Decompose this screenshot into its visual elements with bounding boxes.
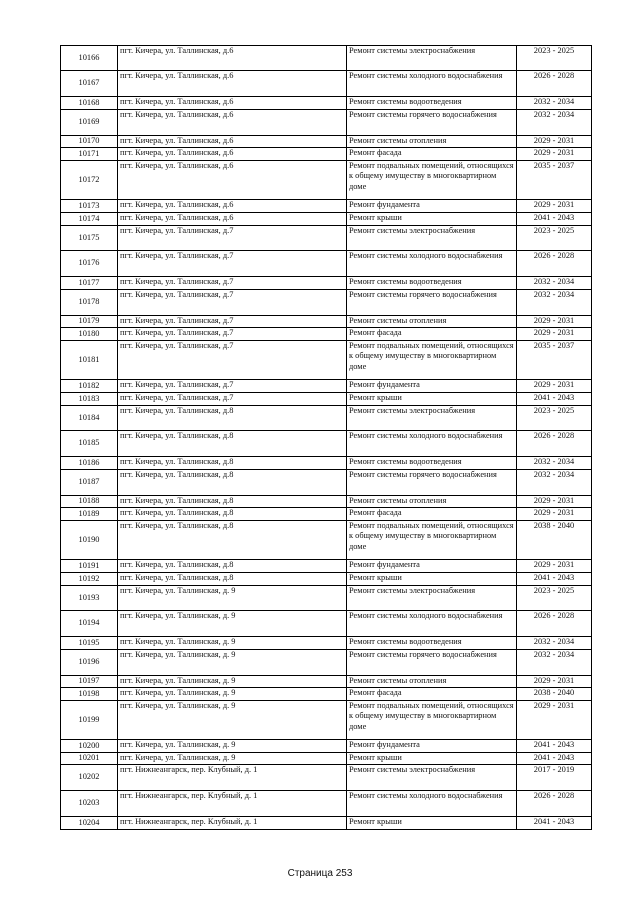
period-cell: 2032 - 2034	[517, 97, 592, 110]
table-row	[61, 611, 592, 637]
page-number: Страница 253	[287, 868, 353, 879]
table-row	[61, 213, 592, 226]
period-cell: 2032 - 2034	[517, 470, 592, 496]
table-row	[61, 650, 592, 676]
table-row	[61, 97, 592, 110]
address-cell: пгт. Кичера, ул. Таллинская, д.7	[118, 380, 347, 393]
period-cell: 2029 - 2031	[517, 508, 592, 521]
work-type-cell: Ремонт крыши	[347, 817, 517, 830]
address-cell: пгт. Кичера, ул. Таллинская, д. 9	[118, 586, 347, 611]
work-type-cell: Ремонт фасада	[347, 148, 517, 161]
period-cell: 2029 - 2031	[517, 676, 592, 688]
work-type-cell: Ремонт системы холодного водоснабжения	[347, 431, 517, 457]
address-cell: пгт. Кичера, ул. Таллинская, д.8	[118, 457, 347, 470]
period-cell: 2023 - 2025	[517, 586, 592, 611]
row-number: 10203	[61, 791, 118, 817]
address-cell: пгт. Кичера, ул. Таллинская, д. 9	[118, 740, 347, 753]
row-number: 10179	[61, 316, 118, 328]
period-cell: 2032 - 2034	[517, 650, 592, 676]
row-number: 10197	[61, 676, 118, 688]
address-cell: пгт. Кичера, ул. Таллинская, д.7	[118, 226, 347, 251]
table-row	[61, 817, 592, 830]
period-cell: 2038 - 2040	[517, 688, 592, 701]
work-type-cell: Ремонт системы электроснабжения	[347, 226, 517, 251]
address-cell: пгт. Нижнеангарск, пер. Клубный, д. 1	[118, 791, 347, 817]
work-type-cell: Ремонт подвальных помещений, относящихся к общему имуществу в многоквартирном доме	[347, 521, 517, 560]
work-type-cell: Ремонт системы холодного водоснабжения	[347, 791, 517, 817]
period-cell: 2029 - 2031	[517, 560, 592, 573]
work-type-cell: Ремонт системы холодного водоснабжения	[347, 71, 517, 97]
address-cell: пгт. Кичера, ул. Таллинская, д.7	[118, 393, 347, 406]
period-cell: 2041 - 2043	[517, 740, 592, 753]
work-type-cell: Ремонт фасада	[347, 508, 517, 521]
work-type-cell: Ремонт фундамента	[347, 740, 517, 753]
address-cell: пгт. Кичера, ул. Таллинская, д. 9	[118, 688, 347, 701]
address-cell: пгт. Кичера, ул. Таллинская, д.8	[118, 508, 347, 521]
work-type-cell: Ремонт системы горячего водоснабжения	[347, 470, 517, 496]
row-number: 10177	[61, 277, 118, 290]
address-cell: пгт. Кичера, ул. Таллинская, д.7	[118, 316, 347, 328]
work-type-cell: Ремонт системы отопления	[347, 316, 517, 328]
period-cell: 2041 - 2043	[517, 393, 592, 406]
address-cell: пгт. Нижнеангарск, пер. Клубный, д. 1	[118, 765, 347, 791]
period-cell: 2032 - 2034	[517, 637, 592, 650]
period-cell: 2032 - 2034	[517, 110, 592, 136]
row-number: 10169	[61, 110, 118, 136]
work-type-cell: Ремонт фасада	[347, 688, 517, 701]
repair-schedule-table	[60, 45, 592, 830]
work-type-cell: Ремонт системы водоотведения	[347, 277, 517, 290]
table-row	[61, 380, 592, 393]
table-row	[61, 110, 592, 136]
work-type-cell: Ремонт системы горячего водоснабжения	[347, 650, 517, 676]
table-row	[61, 765, 592, 791]
row-number: 10193	[61, 586, 118, 611]
row-number: 10192	[61, 573, 118, 586]
table-row	[61, 251, 592, 277]
work-type-cell: Ремонт системы электроснабжения	[347, 406, 517, 431]
row-number: 10190	[61, 521, 118, 560]
row-number: 10171	[61, 148, 118, 161]
period-cell: 2029 - 2031	[517, 328, 592, 341]
row-number: 10183	[61, 393, 118, 406]
table-row	[61, 161, 592, 200]
address-cell: пгт. Кичера, ул. Таллинская, д.6	[118, 46, 347, 71]
work-type-cell: Ремонт системы водоотведения	[347, 457, 517, 470]
row-number: 10189	[61, 508, 118, 521]
row-number: 10181	[61, 341, 118, 380]
table-row	[61, 200, 592, 213]
row-number: 10178	[61, 290, 118, 316]
period-cell: 2026 - 2028	[517, 71, 592, 97]
work-type-cell: Ремонт крыши	[347, 393, 517, 406]
address-cell: пгт. Кичера, ул. Таллинская, д. 9	[118, 753, 347, 765]
address-cell: пгт. Кичера, ул. Таллинская, д.6	[118, 71, 347, 97]
address-cell: пгт. Кичера, ул. Таллинская, д.6	[118, 200, 347, 213]
work-type-cell: Ремонт крыши	[347, 753, 517, 765]
table-row	[61, 560, 592, 573]
table-row	[61, 316, 592, 328]
work-type-cell: Ремонт фасада	[347, 328, 517, 341]
work-type-cell: Ремонт системы электроснабжения	[347, 765, 517, 791]
period-cell: 2029 - 2031	[517, 136, 592, 148]
row-number: 10186	[61, 457, 118, 470]
row-number: 10196	[61, 650, 118, 676]
period-cell: 2026 - 2028	[517, 251, 592, 277]
table-row	[61, 676, 592, 688]
table-row	[61, 753, 592, 765]
table-row	[61, 431, 592, 457]
row-number: 10191	[61, 560, 118, 573]
row-number: 10172	[61, 161, 118, 200]
work-type-cell: Ремонт крыши	[347, 213, 517, 226]
period-cell: 2029 - 2031	[517, 148, 592, 161]
period-cell: 2029 - 2031	[517, 701, 592, 740]
address-cell: пгт. Кичера, ул. Таллинская, д.8	[118, 496, 347, 508]
address-cell: пгт. Кичера, ул. Таллинская, д.6	[118, 110, 347, 136]
table-row	[61, 637, 592, 650]
row-number: 10198	[61, 688, 118, 701]
address-cell: пгт. Кичера, ул. Таллинская, д. 9	[118, 637, 347, 650]
row-number: 10195	[61, 637, 118, 650]
row-number: 10199	[61, 701, 118, 740]
address-cell: пгт. Кичера, ул. Таллинская, д.7	[118, 251, 347, 277]
table-row	[61, 508, 592, 521]
table-row	[61, 277, 592, 290]
work-type-cell: Ремонт системы электроснабжения	[347, 46, 517, 71]
table-row	[61, 791, 592, 817]
period-cell: 2026 - 2028	[517, 431, 592, 457]
table-row	[61, 470, 592, 496]
work-type-cell: Ремонт фундамента	[347, 200, 517, 213]
row-number: 10180	[61, 328, 118, 341]
row-number: 10188	[61, 496, 118, 508]
address-cell: пгт. Кичера, ул. Таллинская, д. 9	[118, 676, 347, 688]
work-type-cell: Ремонт подвальных помещений, относящихся к общему имуществу в многоквартирном доме	[347, 161, 517, 200]
address-cell: пгт. Нижнеангарск, пер. Клубный, д. 1	[118, 817, 347, 830]
table-row	[61, 586, 592, 611]
table-row	[61, 406, 592, 431]
address-cell: пгт. Кичера, ул. Таллинская, д.8	[118, 470, 347, 496]
address-cell: пгт. Кичера, ул. Таллинская, д.8	[118, 431, 347, 457]
address-cell: пгт. Кичера, ул. Таллинская, д.6	[118, 213, 347, 226]
work-type-cell: Ремонт системы отопления	[347, 676, 517, 688]
period-cell: 2041 - 2043	[517, 753, 592, 765]
period-cell: 2035 - 2037	[517, 341, 592, 380]
work-type-cell: Ремонт системы горячего водоснабжения	[347, 110, 517, 136]
table-row	[61, 573, 592, 586]
address-cell: пгт. Кичера, ул. Таллинская, д.7	[118, 341, 347, 380]
table-row	[61, 341, 592, 380]
row-number: 10167	[61, 71, 118, 97]
address-cell: пгт. Кичера, ул. Таллинская, д. 9	[118, 611, 347, 637]
address-cell: пгт. Кичера, ул. Таллинская, д. 9	[118, 650, 347, 676]
work-type-cell: Ремонт системы водоотведения	[347, 97, 517, 110]
work-type-cell: Ремонт системы водоотведения	[347, 637, 517, 650]
row-number: 10201	[61, 753, 118, 765]
row-number: 10200	[61, 740, 118, 753]
row-number: 10175	[61, 226, 118, 251]
address-cell: пгт. Кичера, ул. Таллинская, д.6	[118, 97, 347, 110]
address-cell: пгт. Кичера, ул. Таллинская, д. 9	[118, 701, 347, 740]
period-cell: 2029 - 2031	[517, 496, 592, 508]
address-cell: пгт. Кичера, ул. Таллинская, д.7	[118, 277, 347, 290]
address-cell: пгт. Кичера, ул. Таллинская, д.6	[118, 161, 347, 200]
address-cell: пгт. Кичера, ул. Таллинская, д.6	[118, 136, 347, 148]
row-number: 10170	[61, 136, 118, 148]
row-number: 10168	[61, 97, 118, 110]
period-cell: 2023 - 2025	[517, 46, 592, 71]
period-cell: 2035 - 2037	[517, 161, 592, 200]
work-type-cell: Ремонт подвальных помещений, относящихся к общему имуществу в многоквартирном доме	[347, 341, 517, 380]
table-row	[61, 226, 592, 251]
work-type-cell: Ремонт системы холодного водоснабжения	[347, 251, 517, 277]
period-cell: 2029 - 2031	[517, 316, 592, 328]
row-number: 10166	[61, 46, 118, 71]
row-number: 10202	[61, 765, 118, 791]
table-row	[61, 46, 592, 71]
period-cell: 2041 - 2043	[517, 817, 592, 830]
address-cell: пгт. Кичера, ул. Таллинская, д.8	[118, 560, 347, 573]
address-cell: пгт. Кичера, ул. Таллинская, д.7	[118, 290, 347, 316]
row-number: 10174	[61, 213, 118, 226]
work-type-cell: Ремонт подвальных помещений, относящихся к общему имуществу в многоквартирном доме	[347, 701, 517, 740]
table-row	[61, 148, 592, 161]
period-cell: 2029 - 2031	[517, 200, 592, 213]
work-type-cell: Ремонт системы электроснабжения	[347, 586, 517, 611]
period-cell: 2032 - 2034	[517, 457, 592, 470]
address-cell: пгт. Кичера, ул. Таллинская, д.8	[118, 406, 347, 431]
address-cell: пгт. Кичера, ул. Таллинская, д.8	[118, 521, 347, 560]
period-cell: 2041 - 2043	[517, 573, 592, 586]
row-number: 10184	[61, 406, 118, 431]
work-type-cell: Ремонт крыши	[347, 573, 517, 586]
table-row	[61, 290, 592, 316]
table-row	[61, 740, 592, 753]
table-row	[61, 457, 592, 470]
row-number: 10173	[61, 200, 118, 213]
row-number: 10204	[61, 817, 118, 830]
work-type-cell: Ремонт фундамента	[347, 380, 517, 393]
work-type-cell: Ремонт системы отопления	[347, 496, 517, 508]
row-number: 10176	[61, 251, 118, 277]
address-cell: пгт. Кичера, ул. Таллинская, д.8	[118, 573, 347, 586]
period-cell: 2026 - 2028	[517, 791, 592, 817]
table-row	[61, 328, 592, 341]
period-cell: 2041 - 2043	[517, 213, 592, 226]
address-cell: пгт. Кичера, ул. Таллинская, д.7	[118, 328, 347, 341]
period-cell: 2032 - 2034	[517, 290, 592, 316]
row-number: 10194	[61, 611, 118, 637]
work-type-cell: Ремонт системы холодного водоснабжения	[347, 611, 517, 637]
table-row	[61, 393, 592, 406]
table-row	[61, 521, 592, 560]
address-cell: пгт. Кичера, ул. Таллинская, д.6	[118, 148, 347, 161]
work-type-cell: Ремонт системы горячего водоснабжения	[347, 290, 517, 316]
period-cell: 2032 - 2034	[517, 277, 592, 290]
period-cell: 2026 - 2028	[517, 611, 592, 637]
table-row	[61, 701, 592, 740]
table-row	[61, 496, 592, 508]
period-cell: 2023 - 2025	[517, 406, 592, 431]
work-type-cell: Ремонт фундамента	[347, 560, 517, 573]
table-row	[61, 71, 592, 97]
table-row	[61, 136, 592, 148]
period-cell: 2023 - 2025	[517, 226, 592, 251]
period-cell: 2017 - 2019	[517, 765, 592, 791]
row-number: 10187	[61, 470, 118, 496]
period-cell: 2038 - 2040	[517, 521, 592, 560]
row-number: 10185	[61, 431, 118, 457]
table-body	[61, 46, 592, 830]
period-cell: 2029 - 2031	[517, 380, 592, 393]
table-row	[61, 688, 592, 701]
work-type-cell: Ремонт системы отопления	[347, 136, 517, 148]
row-number: 10182	[61, 380, 118, 393]
